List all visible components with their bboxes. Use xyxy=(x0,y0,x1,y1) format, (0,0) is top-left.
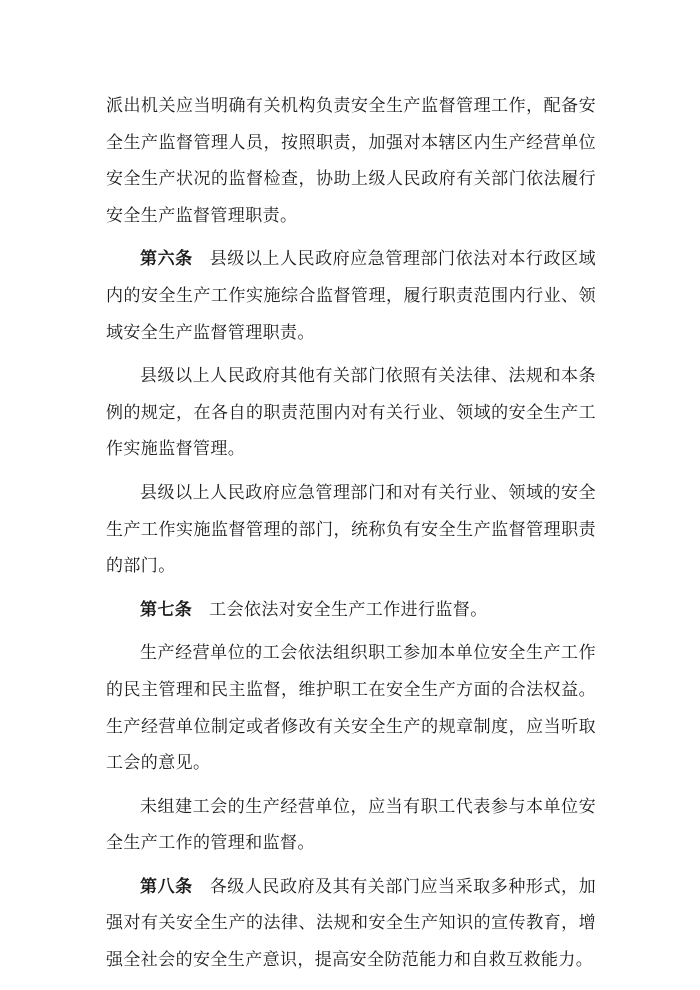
paragraph-text: 县级以上人民政府应急管理部门和对有关行业、领域的安全生产工作实施监督管理的部门，统称负有安全生产监督管理职责的部门。 xyxy=(106,482,596,577)
paragraph-text: 未组建工会的生产经营单位，应当有职工代表参与本单位安全生产工作的管理和监督。 xyxy=(106,796,596,854)
paragraph xyxy=(106,635,596,781)
article-number: 第八条 xyxy=(140,876,193,897)
paragraph-text: 县级以上人民政府其他有关部门依照有关法律、法规和本条例的规定，在各自的职责范围内对有关行业、领域的安全生产工作实施监督管理。 xyxy=(106,366,596,460)
paragraph-continued xyxy=(106,88,596,234)
paragraph xyxy=(106,475,596,585)
paragraph-article-7 xyxy=(106,592,596,629)
paragraph xyxy=(106,358,596,468)
article-number: 第六条 xyxy=(140,249,193,270)
paragraph-article-8 xyxy=(106,869,596,979)
paragraph-text: 各级人民政府及其有关部门应当采取多种形式，加强对有关安全生产的法律、法规和安全生产知识的宣传教育，增强全社会的安全生产意识，提高安全防范能力和自救互救能力。 xyxy=(106,876,596,971)
paragraph-text: 县级以上人民政府应急管理部门依法对本行政区域内的安全生产工作实施综合监督管理，履行职责范围内行业、领域安全生产监督管理职责。 xyxy=(106,249,596,343)
document-body xyxy=(106,88,596,986)
paragraph-text: 派出机关应当明确有关机构负责安全生产监督管理工作，配备安全生产监督管理人员，按照职责，加强对本辖区内生产经营单位安全生产状况的监督检查，协助上级人民政府有关部门依法履行安全生产监督管理职责。 xyxy=(106,96,596,226)
paragraph-text: 工会依法对安全生产工作进行监督。 xyxy=(209,599,488,620)
paragraph xyxy=(106,789,596,862)
paragraph-article-6 xyxy=(106,241,596,351)
article-number: 第七条 xyxy=(140,599,193,620)
paragraph-text: 生产经营单位的工会依法组织职工参加本单位安全生产工作的民主管理和民主监督，维护职工在安全生产方面的合法权益。生产经营单位制定或者修改有关安全生产的规章制度，应当听取工会的意见。 xyxy=(106,643,596,774)
